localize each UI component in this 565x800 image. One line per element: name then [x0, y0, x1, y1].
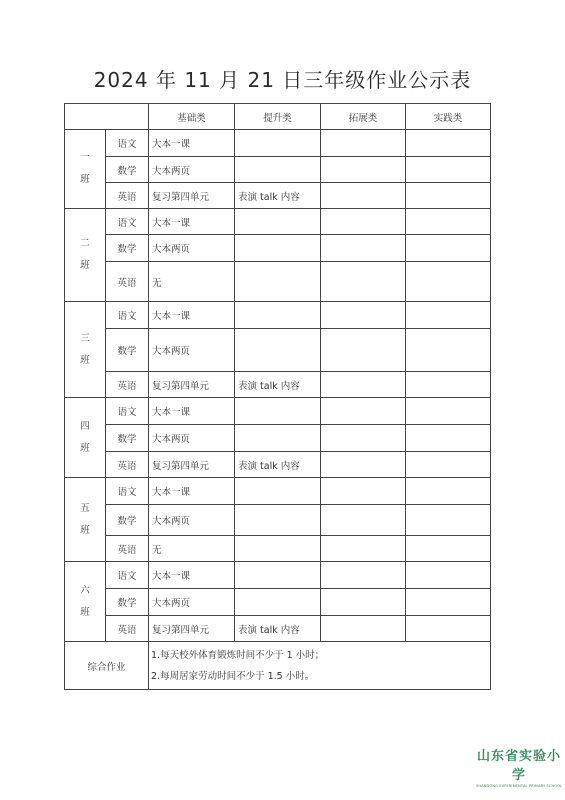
basic-homework-cell: 大本两页	[149, 505, 235, 536]
summary-content	[149, 642, 491, 690]
summary-item: 1.每天校外体育锻炼时间不少于 1 小时；	[151, 649, 325, 661]
extension-homework-cell	[321, 616, 406, 642]
advanced-homework-cell	[235, 536, 321, 562]
class-name-char: 班	[80, 442, 90, 454]
advanced-homework-cell: 表演 talk 内容	[235, 616, 321, 642]
summary-row	[65, 642, 491, 690]
table-row	[65, 536, 491, 562]
basic-homework-cell: 无	[149, 262, 235, 302]
advanced-homework-cell	[235, 302, 321, 329]
advanced-homework-cell	[235, 329, 321, 372]
advanced-homework-cell	[235, 478, 321, 505]
advanced-homework-cell	[235, 262, 321, 302]
practice-homework-cell	[406, 262, 491, 302]
advanced-homework-cell	[235, 425, 321, 452]
basic-homework-cell: 大本一课	[149, 302, 235, 329]
subject-cell: 数学	[106, 157, 149, 183]
practice-homework-cell	[406, 425, 491, 452]
advanced-homework-cell	[235, 130, 321, 157]
subject-cell: 语文	[106, 130, 149, 157]
extension-homework-cell	[321, 372, 406, 398]
table-row	[65, 616, 491, 642]
advanced-homework-cell	[235, 589, 321, 616]
table-row	[65, 262, 491, 302]
practice-homework-cell	[406, 209, 491, 235]
class-name-char: 班	[80, 260, 90, 271]
practice-homework-cell	[406, 505, 491, 536]
class-name-char: 班	[80, 606, 90, 618]
class-name-char: 三	[80, 332, 90, 344]
homework-table-body	[65, 104, 491, 690]
basic-homework-cell: 大本一课	[149, 562, 235, 589]
subject-cell: 数学	[106, 329, 149, 372]
table-row	[65, 183, 491, 209]
class-name-char: 班	[80, 354, 90, 366]
table-row	[65, 562, 491, 589]
practice-homework-cell	[406, 478, 491, 505]
table-row	[65, 452, 491, 478]
subject-cell: 数学	[106, 425, 149, 452]
extension-homework-cell	[321, 183, 406, 209]
basic-homework-cell: 大本两页	[149, 235, 235, 262]
advanced-homework-cell	[235, 235, 321, 262]
table-row	[65, 209, 491, 235]
header-cell: 实践类	[406, 104, 491, 130]
extension-homework-cell	[321, 235, 406, 262]
practice-homework-cell	[406, 302, 491, 329]
practice-homework-cell	[406, 616, 491, 642]
table-row	[65, 329, 491, 372]
extension-homework-cell	[321, 562, 406, 589]
table-row	[65, 589, 491, 616]
extension-homework-cell	[321, 329, 406, 372]
class-name-cell	[65, 562, 106, 642]
practice-homework-cell	[406, 398, 491, 425]
extension-homework-cell	[321, 302, 406, 329]
summary-item: 2.每周居家劳动时间不少于 1.5 小时。	[151, 670, 315, 682]
practice-homework-cell	[406, 157, 491, 183]
subject-cell: 语文	[106, 478, 149, 505]
class-name-char: 五	[80, 502, 90, 514]
subject-cell: 语文	[106, 209, 149, 235]
school-logo-english: SHANDONG EXPERIMENTAL PRIMARY SCHOOL	[476, 784, 563, 788]
basic-homework-cell: 大本一课	[149, 130, 235, 157]
subject-cell: 数学	[106, 505, 149, 536]
header-cell: 拓展类	[321, 104, 406, 130]
header-cell: 基础类	[149, 104, 235, 130]
table-row	[65, 505, 491, 536]
subject-cell: 英语	[106, 183, 149, 209]
extension-homework-cell	[321, 130, 406, 157]
class-name-char: 班	[80, 174, 90, 185]
extension-homework-cell	[321, 589, 406, 616]
class-name-cell	[65, 302, 106, 398]
summary-label: 综合作业	[65, 642, 149, 690]
basic-homework-cell: 大本一课	[149, 398, 235, 425]
extension-homework-cell	[321, 209, 406, 235]
homework-table	[64, 103, 491, 690]
class-name-cell	[65, 130, 106, 209]
table-row	[65, 302, 491, 329]
practice-homework-cell	[406, 562, 491, 589]
basic-homework-cell: 大本两页	[149, 329, 235, 372]
class-name-char: 一	[80, 152, 90, 163]
table-row	[65, 235, 491, 262]
header-cell: 提升类	[235, 104, 321, 130]
advanced-homework-cell	[235, 398, 321, 425]
page-title: 2024 年 11 月 21 日三年级作业公示表	[93, 68, 472, 92]
basic-homework-cell: 大本一课	[149, 209, 235, 235]
class-name-char: 二	[80, 238, 90, 249]
subject-cell: 语文	[106, 398, 149, 425]
practice-homework-cell	[406, 589, 491, 616]
subject-cell: 数学	[106, 235, 149, 262]
basic-homework-cell: 大本两页	[149, 425, 235, 452]
extension-homework-cell	[321, 536, 406, 562]
basic-homework-cell: 复习第四单元	[149, 183, 235, 209]
subject-cell: 英语	[106, 616, 149, 642]
advanced-homework-cell	[235, 209, 321, 235]
class-name-cell	[65, 478, 106, 562]
class-name-char: 班	[80, 524, 90, 536]
extension-homework-cell	[321, 478, 406, 505]
practice-homework-cell	[406, 183, 491, 209]
subject-cell: 数学	[106, 589, 149, 616]
extension-homework-cell	[321, 262, 406, 302]
subject-cell: 英语	[106, 262, 149, 302]
subject-cell: 英语	[106, 372, 149, 398]
advanced-homework-cell: 表演 talk 内容	[235, 452, 321, 478]
class-name-char: 六	[80, 584, 90, 596]
subject-cell: 语文	[106, 302, 149, 329]
subject-cell: 英语	[106, 536, 149, 562]
basic-homework-cell: 无	[149, 536, 235, 562]
advanced-homework-cell	[235, 505, 321, 536]
table-row	[65, 157, 491, 183]
table-row	[65, 398, 491, 425]
advanced-homework-cell	[235, 157, 321, 183]
extension-homework-cell	[321, 425, 406, 452]
header-row	[65, 104, 491, 130]
table-row	[65, 372, 491, 398]
advanced-homework-cell	[235, 562, 321, 589]
basic-homework-cell: 复习第四单元	[149, 372, 235, 398]
practice-homework-cell	[406, 452, 491, 478]
subject-cell: 英语	[106, 452, 149, 478]
school-logo-name: 山东省实验小学	[476, 749, 561, 783]
basic-homework-cell: 复习第四单元	[149, 616, 235, 642]
basic-homework-cell: 大本两页	[149, 589, 235, 616]
practice-homework-cell	[406, 536, 491, 562]
practice-homework-cell	[406, 329, 491, 372]
basic-homework-cell: 大本一课	[149, 478, 235, 505]
practice-homework-cell	[406, 235, 491, 262]
class-name-cell	[65, 398, 106, 478]
advanced-homework-cell: 表演 talk 内容	[235, 372, 321, 398]
basic-homework-cell: 大本两页	[149, 157, 235, 183]
basic-homework-cell: 复习第四单元	[149, 452, 235, 478]
table-row	[65, 425, 491, 452]
extension-homework-cell	[321, 157, 406, 183]
extension-homework-cell	[321, 452, 406, 478]
class-name-char: 四	[80, 420, 90, 432]
header-blank	[65, 104, 149, 130]
advanced-homework-cell: 表演 talk 内容	[235, 183, 321, 209]
extension-homework-cell	[321, 505, 406, 536]
table-row	[65, 130, 491, 157]
class-name-cell	[65, 209, 106, 302]
extension-homework-cell	[321, 398, 406, 425]
practice-homework-cell	[406, 372, 491, 398]
practice-homework-cell	[406, 130, 491, 157]
subject-cell: 语文	[106, 562, 149, 589]
table-row	[65, 478, 491, 505]
school-logo	[476, 745, 562, 788]
